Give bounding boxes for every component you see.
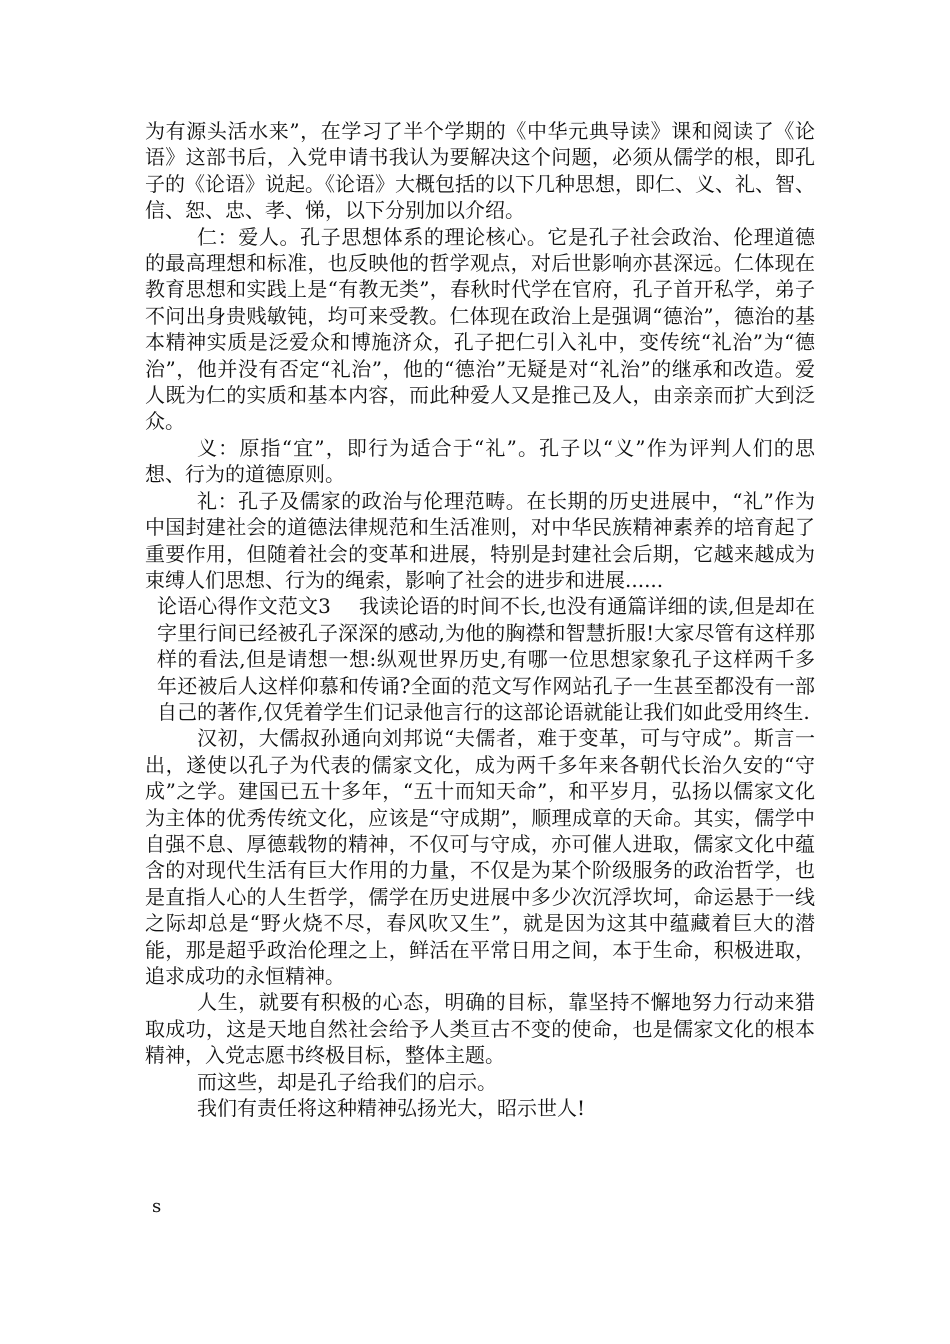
paragraph-intro: 为有源头活水来”，在学习了半个学期的《中华元典导读》课和阅读了《论语》这部书后，入党申请书我认为要解决这个问题，必须从儒学的根，即孔子的《论语》说起。《论语》大概包括的以下几种思想，即仁、义、礼、智、信、恕、忠、孝、悌，以下分别加以介绍。 — [145, 119, 815, 223]
paragraph-li: 礼：孔子及儒家的政治与伦理范畴。在长期的历史进展中，“礼”作为中国封建社会的道德法律规范和生活准则，对中华民族精神素养的培育起了重要作用，但随着社会的变革和进展，特别是封建社会后期，它越来越成为束缚人们思想、行为的绳索，影响了社会的进步和进展...... — [145, 488, 815, 592]
paragraph-ren: 仁：爱人。孔子思想体系的理论核心。它是孔子社会政治、伦理道德的最高理想和标准，也反映他的哲学观点，对后世影响亦甚深远。仁体现在教育思想和实践上是“有教无类”，春秋时代学在官府，孔子首开私学，弟子不问出身贵贱敏钝，均可来受教。仁体现在政治上是强调“德治”，德治的基本精神实质是泛爱众和博施济众，孔子把仁引入礼中，变传统“礼治”为“德治”，他并没有否定“礼治”，他的“德治”无疑是对“礼治”的继承和改造。爱人既为仁的实质和基本内容，而此种爱人又是推己及人，由亲亲而扩大到泛众。 — [145, 224, 815, 434]
paragraph-han-confucian: 汉初，大儒叔孙通向刘邦说“夫儒者，难于变革，可与守成”。斯言一出，遂使以孔子为代表的儒家文化，成为两千多年来各朝代长治久安的“守成”之学。建国已五十多年，“五十而知天命”，和平岁月，弘扬以儒家文化为主体的优秀传统文化，应该是“守成期”，顺理成章的天命。其实，儒学中自强不息、厚德载物的精神，不仅可与守成，亦可催人进取，儒家文化中蕴含的对现代生活有巨大作用的力量，不仅是为某个阶级服务的政治哲学，也是直指人心的人生哲学，儒学在历史进展中多少次沉浮坎坷，命运悬于一线之际却总是“野火烧不尽，春风吹又生”，就是因为这其中蕴藏着巨大的潜能，那是超乎政治伦理之上，鲜活在平常日用之间，本于生命，积极进取，追求成功的永恒精神。 — [145, 726, 815, 988]
footer-mark: s — [152, 1196, 162, 1217]
paragraph-life: 人生，就要有积极的心态，明确的目标，靠坚持不懈地努力行动来猎取成功，这是天地自然社会给予人类亘古不变的使命，也是儒家文化的根本精神，入党志愿书终极目标，整体主题。 — [145, 990, 815, 1068]
paragraph-yi: 义：原指“宜”，即行为适合于“礼”。孔子以“义”作为评判人们的思想、行为的道德原则。 — [145, 435, 815, 487]
paragraph-enlightenment: 而这些，却是孔子给我们的启示。 — [197, 1069, 497, 1094]
section-heading: 论语心得作文范文3 — [157, 594, 331, 619]
document-body — [145, 118, 815, 1121]
paragraph-reading-impression: 我读论语的时间不长,也没有通篇详细的读,但是却在字里行间已经被孔子深深的感动,为他的胸襟和智慧折服!大家尽管有这样那样的看法,但是请想一想:纵观世界历史,有哪一位思想家象孔子这样两千多年还被后人这样仰慕和传诵?全面的范文写作网站孔子一生甚至都没有一部自己的著作,仅凭着学生们记录他言行的这部论语就能让我们如此受用终生. — [157, 594, 815, 724]
paragraph-responsibility: 我们有责任将这种精神弘扬光大，昭示世人! — [197, 1096, 586, 1121]
section-paragraph — [145, 593, 815, 725]
